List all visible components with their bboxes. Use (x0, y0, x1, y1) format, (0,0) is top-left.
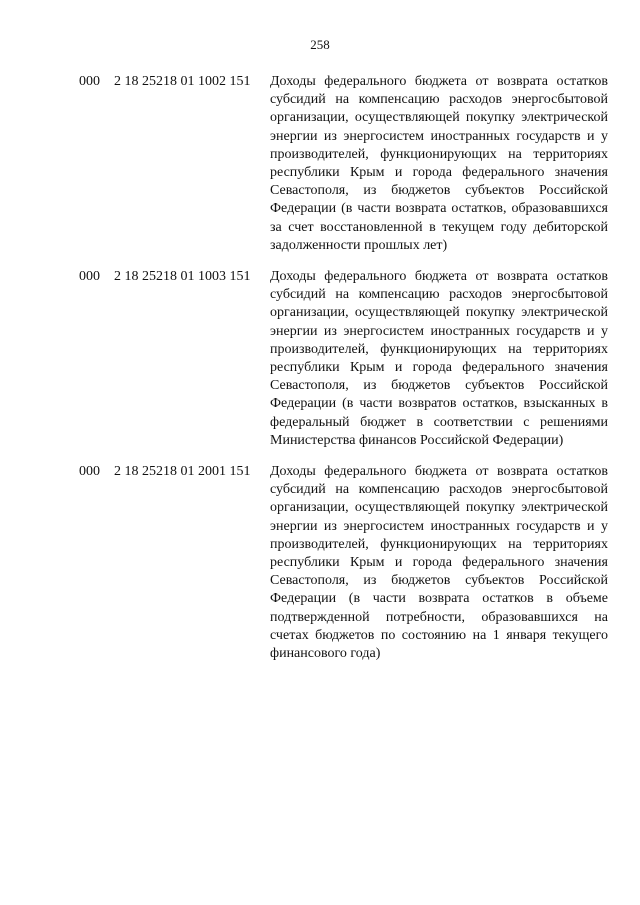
budget-classification-code: 2 18 25218 01 2001 151 (114, 464, 251, 480)
budget-classification-code: 2 18 25218 01 1002 151 (114, 74, 251, 89)
administrator-code: 000 (79, 464, 100, 480)
budget-code-list (0, 73, 640, 676)
budget-entry (0, 463, 640, 663)
budget-classification-code: 2 18 25218 01 1003 151 (114, 269, 251, 285)
income-description: Доходы федерального бюджета от возврата остатков субсидий на компенсацию расходов энергосбытовой организации, осуществляющей покупку электрической энергии из энергосистем иностранных государств и у производителей, функционирующих на территориях республики Крым и города федерального значения Севастополя, из бюджетов субъектов Российской Федерации (в части возврата остатков в объеме подтвержденной потребности, образовавшихся на счетах бюджетов по состоянию на 1 января текущего финансового года) (270, 464, 608, 662)
budget-entry (0, 73, 640, 255)
income-description: Доходы федерального бюджета от возврата остатков субсидий на компенсацию расходов энергосбытовой организации, осуществляющей покупку электрической энергии из энергосистем иностранных государств и у производителей, функционирующих на территориях республики Крым и города федерального значения Севастополя, из бюджетов субъектов Российской Федерации (в части возврата остатков, образовавшихся за счет восстановленной в текущем году дебиторской задолженности прошлых лет) (270, 74, 608, 253)
budget-entry (0, 268, 640, 450)
administrator-code: 000 (79, 74, 100, 89)
income-description: Доходы федерального бюджета от возврата остатков субсидий на компенсацию расходов энергосбытовой организации, осуществляющей покупку электрической энергии из энергосистем иностранных государств и у производителей, функционирующих на территориях республики Крым и города федерального значения Севастополя, из бюджетов субъектов Российской Федерации (в части возвратов остатков, взысканных в федеральный бюджет в соответствии с решениями Министерства финансов Российской Федерации) (270, 269, 608, 448)
administrator-code: 000 (79, 269, 100, 285)
page-number: 258 (310, 37, 330, 52)
